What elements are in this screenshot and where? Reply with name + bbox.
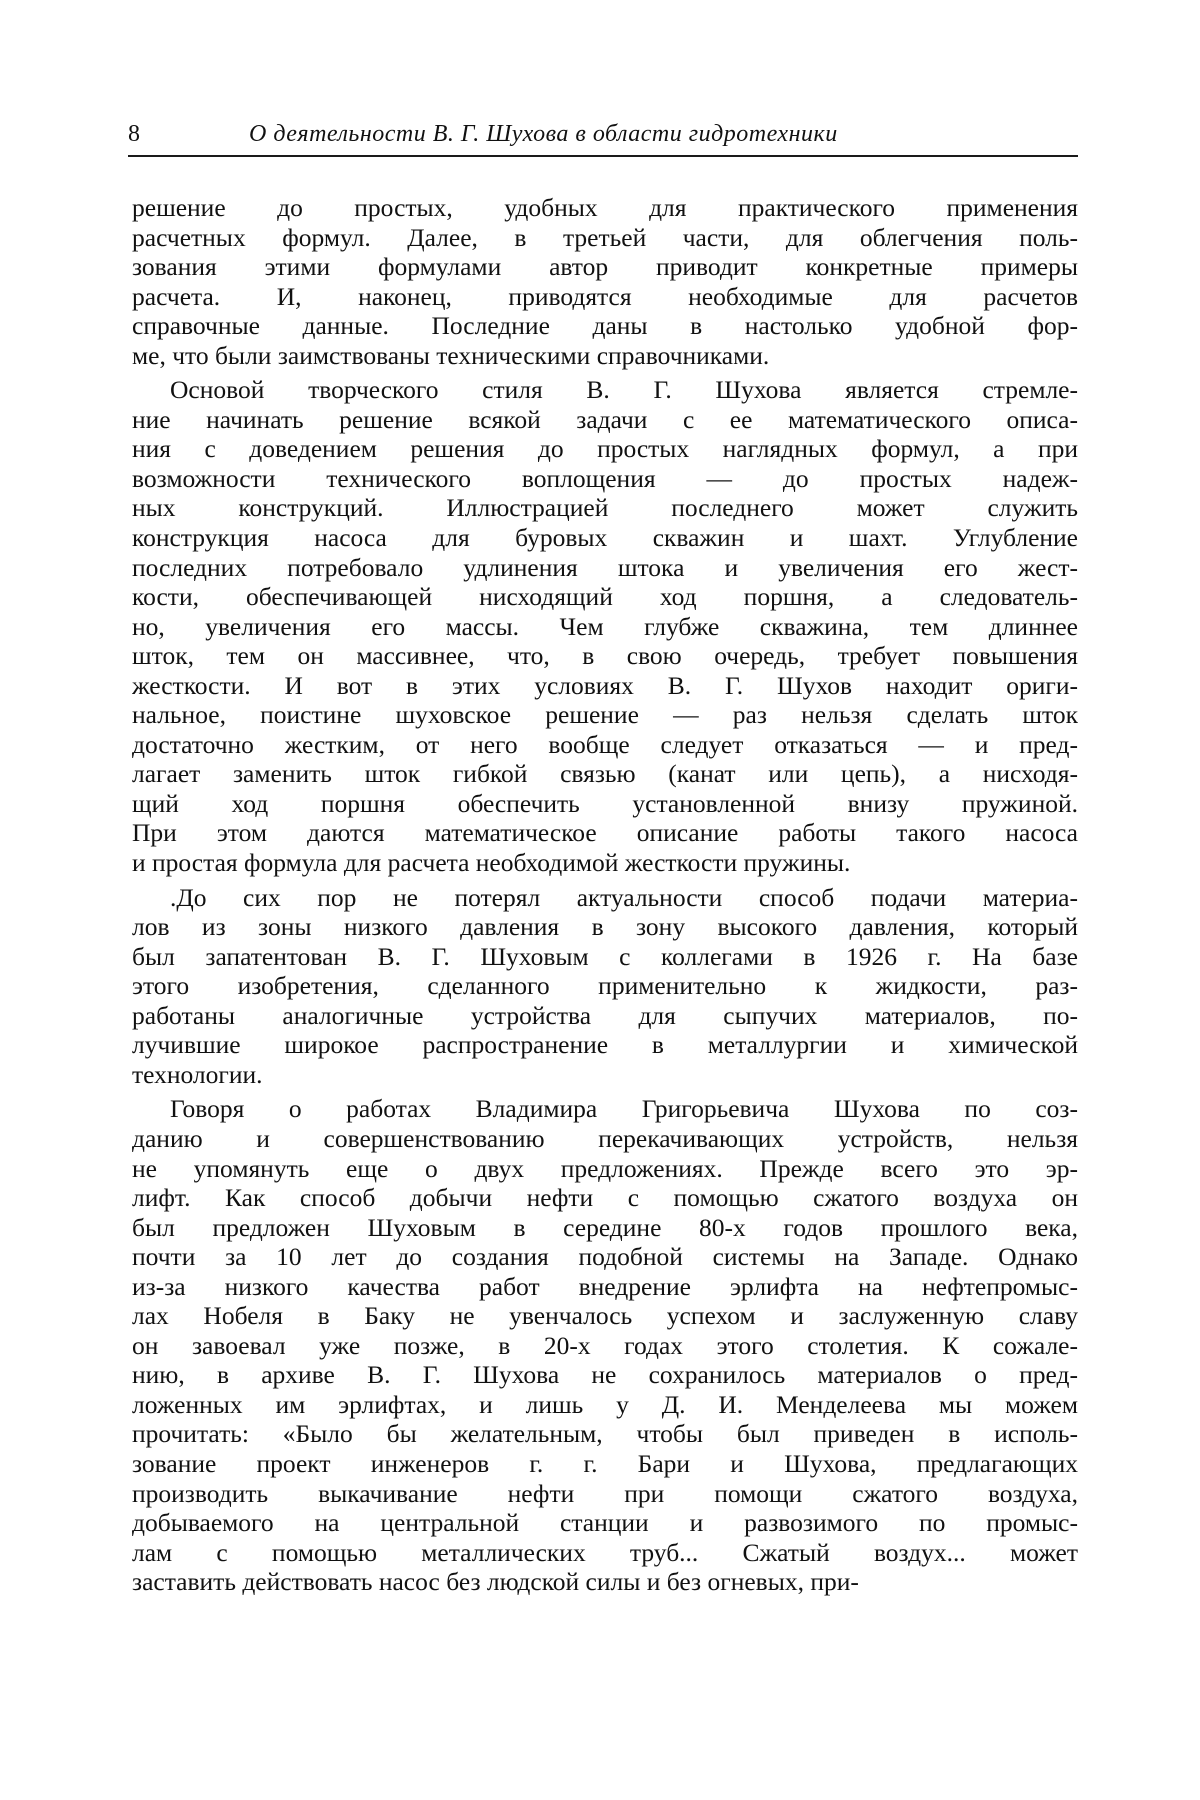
text-line: щий ход поршня обеспечить установленной внизу пружиной.: [132, 788, 1078, 818]
text-line: зование проект инженеров г. г. Бари и Шухова, предлагающих: [132, 1448, 1078, 1478]
text-line: шток, тем он массивнее, что, в свою очередь, требует повышения: [132, 641, 1078, 671]
header-rule: [128, 155, 1078, 157]
text-line: нальное, поистине шуховское решение — раз нельзя сделать шток: [132, 700, 1078, 730]
text-line: ния с доведением решения до простых наглядных формул, а при: [132, 434, 1078, 464]
text-line: возможности технического воплощения — до простых надеж-: [132, 463, 1078, 493]
text-line: лов из зоны низкого давления в зону высокого давления, который: [132, 912, 1078, 942]
text-line: заставить действовать насос без людской силы и без огневых, при-: [132, 1567, 859, 1597]
page-number: 8: [128, 121, 140, 147]
text-line: прочитать: «Было бы желательным, чтобы был приведен в исполь-: [132, 1419, 1078, 1449]
text-line: При этом даются математическое описание работы такого насоса: [132, 818, 1078, 848]
paragraph: [132, 1094, 1078, 1596]
text-line: лах Нобеля в Баку не увенчалось успехом и заслуженную славу: [132, 1301, 1078, 1331]
text-line: решение до простых, удобных для практического применения: [132, 193, 1078, 222]
text-line: жесткости. И вот в этих условиях В. Г. Шухов находит ориги-: [132, 670, 1078, 700]
text-line: кости, обеспечивающей нисходящий ход поршня, а следователь-: [132, 582, 1078, 612]
text-line: данию и совершенствованию перекачивающих устройств, нельзя: [132, 1123, 1078, 1153]
text-line: был запатентован В. Г. Шуховым с коллегами в 1926 г. На базе: [132, 941, 1078, 971]
text-line: из-за низкого качества работ внедрение эрлифта на нефтепромыс-: [132, 1271, 1078, 1301]
text-line: Основой творческого стиля В. Г. Шухова является стремле-: [170, 375, 1078, 405]
text-line: был предложен Шуховым в середине 80-х годов прошлого века,: [132, 1212, 1078, 1242]
paragraph: [132, 883, 1078, 1090]
text-line: ных конструкций. Иллюстрацией последнего может служить: [132, 493, 1078, 523]
running-header: [128, 116, 1078, 152]
text-line: зования этими формулами автор приводит конкретные примеры: [132, 252, 1078, 282]
text-line: технологии.: [132, 1059, 263, 1089]
text-line: этого изобретения, сделанного применительно к жидкости, раз-: [132, 971, 1078, 1001]
text-line: работаны аналогичные устройства для сыпучих материалов, по-: [132, 1000, 1078, 1030]
text-line: последних потребовало удлинения штока и увеличения его жест-: [132, 552, 1078, 582]
text-line: почти за 10 лет до создания подобной системы на Западе. Однако: [132, 1242, 1078, 1272]
text-line: ложенных им эрлифтах, и лишь у Д. И. Менделеева мы можем: [132, 1389, 1078, 1419]
paragraph: [132, 375, 1078, 877]
text-line: расчета. И, наконец, приводятся необходимые для расчетов: [132, 281, 1078, 311]
text-line: лифт. Как способ добычи нефти с помощью сжатого воздуха он: [132, 1183, 1078, 1213]
text-line: нию, в архиве В. Г. Шухова не сохранилось материалов о пред-: [132, 1360, 1078, 1390]
text-line: ме, что были заимствованы техническими справочниками.: [132, 340, 770, 370]
text-line: не упомянуть еще о двух предложениях. Прежде всего это эр-: [132, 1153, 1078, 1183]
paragraph: [132, 193, 1078, 370]
text-line: но, увеличения его массы. Чем глубже скважина, тем длиннее: [132, 611, 1078, 641]
text-line: достаточно жестким, от него вообще следует отказаться — и пред-: [132, 729, 1078, 759]
text-line: производить выкачивание нефти при помощи сжатого воздуха,: [132, 1478, 1078, 1508]
text-line: добываемого на центральной станции и развозимого по промыс-: [132, 1508, 1078, 1538]
text-line: и простая формула для расчета необходимой жесткости пружины.: [132, 848, 851, 878]
text-line: расчетных формул. Далее, в третьей части, для облегчения поль-: [132, 222, 1078, 252]
running-title: О деятельности В. Г. Шухова в области гидротехники: [249, 121, 838, 147]
text-line: .До сих пор не потерял актуальности способ подачи материа-: [170, 882, 1078, 912]
text-line: справочные данные. Последние даны в настолько удобной фор-: [132, 311, 1078, 341]
text-line: лучившие широкое распространение в металлургии и химической: [132, 1030, 1078, 1060]
text-line: ние начинать решение всякой задачи с ее математического описа-: [132, 404, 1078, 434]
body-text: [132, 193, 1078, 1773]
text-line: конструкция насоса для буровых скважин и шахт. Углубление: [132, 523, 1078, 553]
text-line: Говоря о работах Владимира Григорьевича Шухова по соз-: [170, 1094, 1078, 1124]
text-line: он завоевал уже позже, в 20-х годах этого столетия. К сожале-: [132, 1330, 1078, 1360]
text-line: лам с помощью металлических труб... Сжатый воздух... может: [132, 1537, 1078, 1567]
text-line: лагает заменить шток гибкой связью (канат или цепь), а нисходя-: [132, 759, 1078, 789]
